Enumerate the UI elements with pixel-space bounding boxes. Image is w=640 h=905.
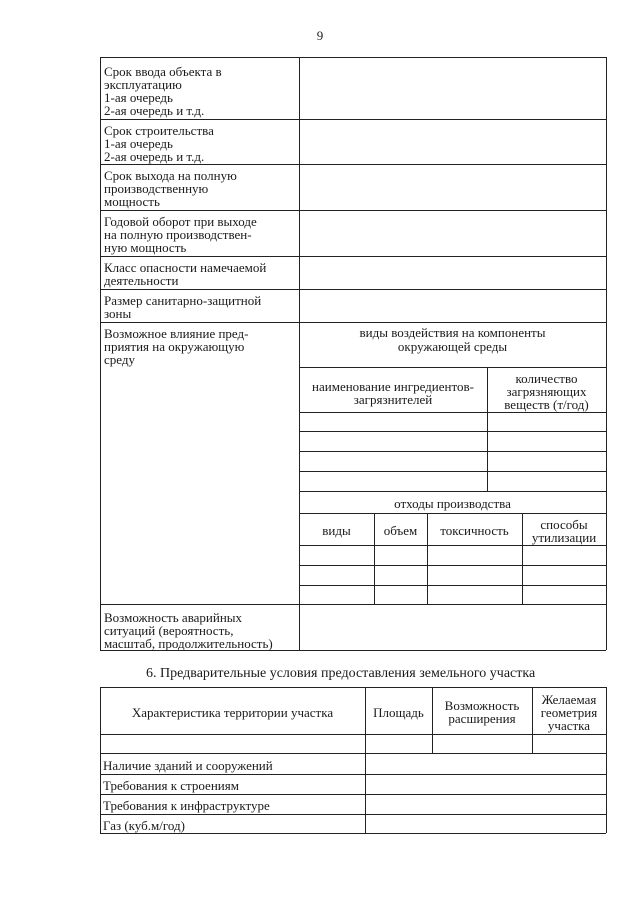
waste-col-toxicity: токсичность (440, 523, 509, 538)
header-area: Площадь (373, 705, 424, 720)
row-divider (100, 256, 606, 257)
header-expansion-l2: расширения (448, 711, 516, 726)
row-divider (100, 119, 606, 120)
row-divider (100, 210, 606, 211)
label-turnover-l1: Годовой оборот при выходе (104, 214, 257, 229)
table-border (299, 57, 300, 650)
label-emergency-l3: масштаб, продолжительность) (104, 636, 273, 651)
label-env-impact-l3: среду (104, 352, 135, 367)
waste-col-disposal: способы утилизации (531, 517, 597, 545)
label-construction-l1: Срок строительства (104, 123, 214, 138)
header-geometry-l3: участка (547, 718, 591, 733)
grid-line (299, 545, 606, 546)
label-emergency-l2: ситуаций (вероятность, (104, 623, 234, 638)
grid-line (299, 412, 606, 413)
label-hazard-class-l1: Класс опасности намечаемой (104, 260, 267, 275)
label-construction-l3: 2-ая очередь и т.д. (104, 149, 205, 164)
table-border (606, 57, 607, 650)
pollutant-qty-header-l3: веществ (т/год) (504, 397, 589, 412)
label-sanitary-zone-l1: Размер санитарно-защитной (104, 293, 262, 308)
pollutant-name-header-l1: наименование ингредиентов- (312, 379, 474, 394)
label-emergency-l1: Возможность аварийных (104, 610, 243, 625)
pollutant-qty-header-l1: количество (515, 371, 578, 386)
row-divider (100, 753, 606, 754)
grid-line (299, 471, 606, 472)
label-full-capacity-l2: производственную (104, 181, 209, 196)
label-commissioning-l1: Срок ввода объекта в (104, 64, 222, 79)
impact-header-l2: окружающей среды (397, 339, 508, 354)
row-divider (100, 289, 606, 290)
waste-header: отходы производства (394, 496, 511, 511)
row-divider (100, 794, 606, 795)
header-characteristic: Характеристика территории участка (131, 705, 334, 720)
header-geometry-l1: Желаемая (541, 692, 597, 707)
grid-line (299, 431, 606, 432)
section-6-title: 6. Предварительные условия предоставления земельного участка (146, 666, 536, 681)
row-divider (100, 604, 606, 605)
table-border (100, 57, 101, 650)
label-full-capacity-l1: Срок выхода на полную (104, 168, 237, 183)
label-full-capacity-l3: мощность (104, 194, 160, 209)
row-divider (100, 774, 606, 775)
grid-line (299, 367, 606, 368)
label-construction-l2: 1-ая очередь (104, 136, 173, 151)
grid-line (299, 491, 606, 492)
label-hazard-class-l2: деятельности (104, 273, 179, 288)
grid-line (299, 451, 606, 452)
table-border (606, 687, 607, 833)
label-sanitary-zone-l2: зоны (104, 306, 132, 321)
header-geometry-l2: геометрия (540, 705, 598, 720)
pollutant-qty-header-l2: загрязняющих (506, 384, 587, 399)
table-border (100, 57, 606, 58)
row-infrastructure-requirements: Требования к инфраструктуре (103, 798, 270, 813)
row-gas: Газ (куб.м/год) (103, 818, 185, 833)
row-buildings: Наличие зданий и сооружений (103, 758, 273, 773)
label-turnover-l3: ную мощность (104, 240, 187, 255)
label-env-impact-l1: Возможное влияние пред- (104, 326, 249, 341)
row-divider (100, 322, 606, 323)
page-number: 9 (316, 28, 324, 43)
label-commissioning-l4: 2-ая очередь и т.д. (104, 103, 205, 118)
row-divider (100, 734, 606, 735)
label-commissioning-l3: 1-ая очередь (104, 90, 173, 105)
label-env-impact-l2: приятия на окружающую (104, 339, 245, 354)
label-turnover-l2: на полную производствен- (104, 227, 252, 242)
table-border (100, 687, 606, 688)
grid-line (299, 565, 606, 566)
impact-header-l1: виды воздействия на компоненты (359, 325, 546, 340)
waste-col-volume: объем (383, 523, 418, 538)
pollutant-name-header-l2: загрязнителей (353, 392, 433, 407)
grid-line (299, 513, 606, 514)
row-divider (100, 164, 606, 165)
header-expansion-l1: Возможность (444, 698, 520, 713)
label-commissioning-l2: эксплуатацию (104, 77, 182, 92)
table-border (100, 833, 606, 834)
waste-col-types: виды (322, 523, 351, 538)
grid-line (299, 585, 606, 586)
row-divider (100, 814, 606, 815)
row-structure-requirements: Требования к строениям (103, 778, 239, 793)
